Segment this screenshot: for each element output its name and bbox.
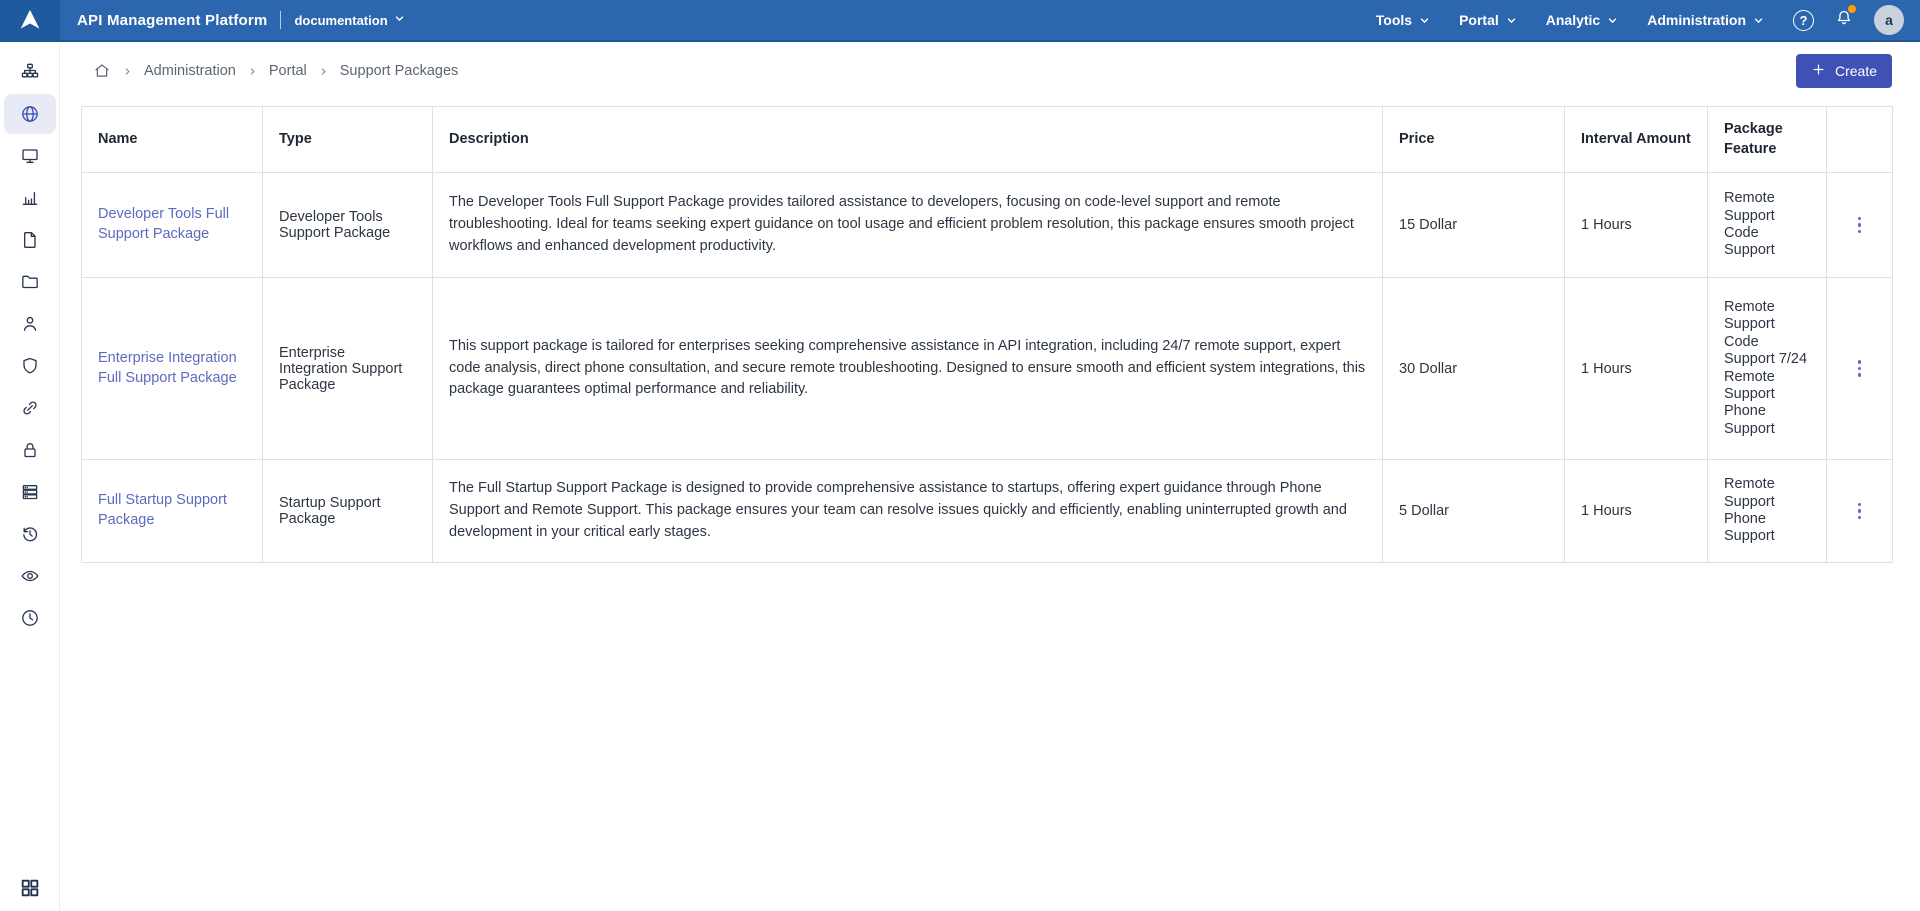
grid-icon <box>19 877 41 899</box>
page-toolbar <box>60 44 1920 97</box>
column-header-interval-amount: Interval Amount <box>1565 107 1708 173</box>
nav-menu-administration[interactable] <box>1647 12 1765 28</box>
sidebar-item-shield[interactable] <box>4 346 56 386</box>
cell-name <box>82 460 263 563</box>
support-packages-table <box>81 106 1893 563</box>
column-header-actions <box>1827 107 1893 173</box>
chevron-right-icon <box>318 66 329 77</box>
table-header-row <box>82 107 1893 173</box>
column-header-name: Name <box>82 107 263 173</box>
app-logo-icon <box>17 7 43 33</box>
top-navbar <box>0 0 1920 42</box>
sidebar-item-bar-chart[interactable] <box>4 178 56 218</box>
create-button-label: Create <box>1834 63 1877 79</box>
clock-icon <box>20 608 40 628</box>
package-name-link[interactable]: Developer Tools Full Support Package <box>98 206 230 242</box>
cell-interval: 1 Hours <box>1565 173 1708 278</box>
row-actions-menu-button[interactable] <box>1850 211 1870 240</box>
lock-icon <box>20 440 40 460</box>
chevron-right-icon <box>318 66 329 77</box>
cell-name <box>82 278 263 460</box>
sidebar-item-globe[interactable] <box>4 94 56 134</box>
breadcrumb-item-administration[interactable]: Administration <box>144 63 236 79</box>
chevron-down-icon <box>1418 14 1431 27</box>
nav-menu-portal[interactable] <box>1459 12 1518 28</box>
chevron-down-icon <box>393 12 406 25</box>
package-name-link[interactable]: Full Startup Support Package <box>98 492 227 528</box>
cell-description: The Developer Tools Full Support Package provides tailored assistance to developers, focusing on code-level support and remote troubleshooting. Ideal for teams seeking expert guidance on tool usage and efficient problem resolution, this package ensures smooth project workflows and enhanced development productivity. <box>433 173 1383 278</box>
sidebar-item-server[interactable] <box>4 472 56 512</box>
project-selector[interactable] <box>294 12 405 28</box>
sidebar-item-clock[interactable] <box>4 598 56 638</box>
sidebar-item-history[interactable] <box>4 514 56 554</box>
sidebar-item-monitor[interactable] <box>4 136 56 176</box>
breadcrumb-item-portal[interactable]: Portal <box>268 63 307 79</box>
history-icon <box>20 524 40 544</box>
support-packages-table-container <box>81 106 1892 563</box>
link-icon <box>20 398 40 418</box>
chevron-right-icon <box>247 66 258 77</box>
shield-icon <box>20 356 40 376</box>
app-title: API Management Platform <box>77 11 268 29</box>
create-button[interactable] <box>1796 54 1892 88</box>
nav-menu-tools[interactable] <box>1376 12 1431 28</box>
app-logo[interactable] <box>0 0 60 41</box>
cell-actions <box>1827 173 1893 278</box>
table-row <box>82 278 1893 460</box>
cell-description: The Full Startup Support Package is designed to provide comprehensive assistance to startups, offering expert guidance through Phone Support and Remote Support. This package ensures your team can resolve issues quickly and efficiently, enabling uninterrupted growth and development in your critical early stages. <box>433 460 1383 563</box>
plus-icon <box>1811 62 1826 77</box>
row-actions-menu-button[interactable] <box>1850 354 1870 383</box>
home-icon[interactable] <box>93 62 111 80</box>
sidebar-item-link[interactable] <box>4 388 56 428</box>
chevron-right-icon <box>247 66 258 77</box>
nav-menu-label: Analytic <box>1545 12 1601 28</box>
nav-menu-label: Administration <box>1647 12 1746 28</box>
chevron-down-icon <box>393 12 406 28</box>
cell-price: 30 Dollar <box>1383 278 1565 460</box>
package-name-link[interactable]: Enterprise Integration Full Support Package <box>98 349 237 386</box>
table-row <box>82 460 1893 563</box>
cell-interval: 1 Hours <box>1565 278 1708 460</box>
cell-package-feature: Remote Support Code Support 7/24 Remote Support Phone Support <box>1708 278 1827 460</box>
chevron-right-icon <box>122 66 133 77</box>
server-icon <box>20 482 40 502</box>
chevron-down-icon <box>1505 14 1518 27</box>
cell-name <box>82 173 263 278</box>
title-divider <box>280 11 281 29</box>
help-icon[interactable]: ? <box>1793 10 1814 31</box>
sidebar-item-file[interactable] <box>4 220 56 260</box>
sidebar-item-sitemap[interactable] <box>4 52 56 92</box>
table-body <box>82 173 1893 563</box>
nav-menu-label: Tools <box>1375 12 1413 28</box>
cell-interval: 1 Hours <box>1565 460 1708 563</box>
folder-icon <box>20 272 40 292</box>
column-header-price: Price <box>1383 107 1565 173</box>
file-icon <box>20 230 40 250</box>
project-selector-label: documentation <box>294 12 388 28</box>
cell-description: This support package is tailored for enterprises seeking comprehensive assistance in API integration, including 24/7 remote support, expert code analysis, direct phone consultation, and secure remote troubleshooting. Designed to ensure smooth and efficient system integrations, this package guarantees optimal performance and reliability. <box>433 278 1383 460</box>
chevron-down-icon <box>1606 14 1619 27</box>
cell-price: 15 Dollar <box>1383 173 1565 278</box>
notification-badge <box>1848 5 1856 13</box>
user-avatar[interactable]: a <box>1874 5 1904 35</box>
globe-icon <box>20 104 40 124</box>
eye-icon <box>20 566 40 586</box>
cell-actions <box>1827 460 1893 563</box>
notifications-bell[interactable] <box>1834 8 1854 33</box>
sidebar-item-eye[interactable] <box>4 556 56 596</box>
table-row <box>82 173 1893 278</box>
chevron-right-icon <box>122 66 133 77</box>
user-icon <box>20 314 40 334</box>
column-header-package-feature: Package Feature <box>1708 107 1827 173</box>
home-icon <box>93 62 111 80</box>
column-header-description: Description <box>433 107 1383 173</box>
cell-package-feature: Remote Support Code Support <box>1708 173 1827 278</box>
cell-type: Startup Support Package <box>263 460 433 563</box>
sidebar-item-folder[interactable] <box>4 262 56 302</box>
cell-type: Developer Tools Support Package <box>263 173 433 278</box>
sidebar-item-apps[interactable] <box>19 877 41 899</box>
column-header-type: Type <box>263 107 433 173</box>
bar-chart-icon <box>20 188 40 208</box>
sidebar-item-lock[interactable] <box>4 430 56 470</box>
row-actions-menu-button[interactable] <box>1850 497 1870 526</box>
nav-menu-analytic[interactable] <box>1546 12 1619 28</box>
breadcrumb-item-support-packages: Support Packages <box>339 63 459 79</box>
sidebar-item-user[interactable] <box>4 304 56 344</box>
nav-menu-label: Portal <box>1459 12 1499 28</box>
breadcrumb <box>93 62 458 80</box>
cell-price: 5 Dollar <box>1383 460 1565 563</box>
cell-actions <box>1827 278 1893 460</box>
sitemap-icon <box>20 62 40 82</box>
cell-type: Enterprise Integration Support Package <box>263 278 433 460</box>
plus-icon <box>1811 62 1826 80</box>
chevron-down-icon <box>1752 14 1765 27</box>
cell-package-feature: Remote Support Phone Support <box>1708 460 1827 563</box>
monitor-icon <box>20 146 40 166</box>
left-sidebar <box>0 44 60 911</box>
main-content <box>60 0 1920 563</box>
